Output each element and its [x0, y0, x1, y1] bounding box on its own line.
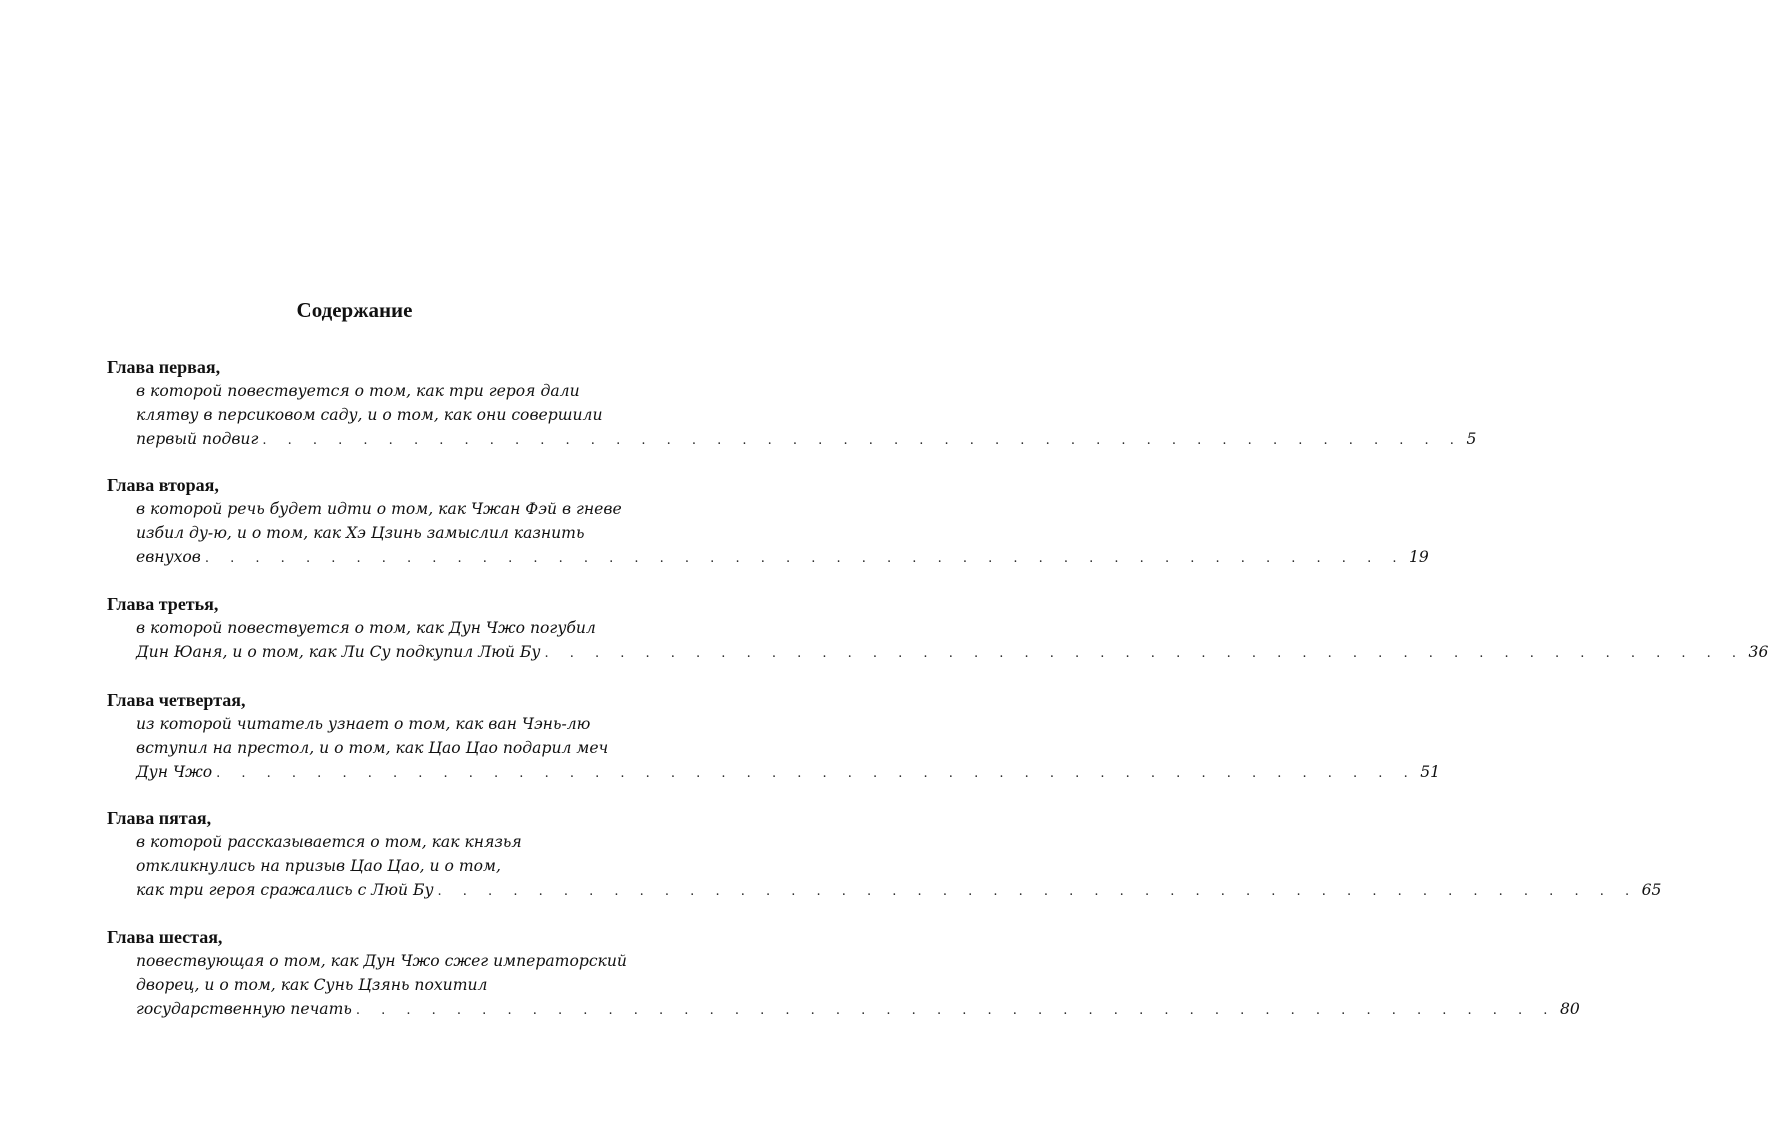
chapter-description-line: повествующая о том, как Дун Чжо сжег императорский [136, 952, 627, 970]
page-number: 5 [1466, 430, 1477, 448]
chapter-description-line: в которой рассказывается о том, как князья [136, 833, 522, 851]
chapter-heading: Глава вторая, [107, 475, 219, 495]
chapter-description-line: откликнулись на призыв Цао Цао, и о том, [136, 857, 501, 875]
chapter-description-line: евнухов [136, 548, 201, 566]
chapter-description-line: в которой повествуется о том, как три героя дали [136, 382, 580, 400]
chapter-description-line: избил ду-ю, и о том, как Хэ Цзинь замыслил казнить [136, 524, 585, 542]
page-number: 51 [1420, 763, 1441, 781]
chapter-description-line: первый подвиг [136, 430, 259, 448]
chapter-description-line: в которой речь будет идти о том, как Чжан Фэй в гневе [136, 500, 622, 518]
chapter-heading: Глава шестая, [107, 927, 223, 947]
chapter-description-last-line [136, 640, 1768, 664]
toc-entry-chapter-4[interactable] [107, 688, 1441, 784]
chapter-description-last-line [136, 760, 1441, 784]
dot-leader: . . . . . . . . . . . . . . . . . . . . . . . . . . . . . . . . . . . . . . . . . . . . . . . . [437, 884, 1638, 899]
chapter-heading: Глава пятая, [107, 808, 212, 828]
chapter-description-last-line [136, 427, 1477, 451]
chapter-heading: Глава четвертая, [107, 690, 246, 710]
toc-entry-chapter-3[interactable] [107, 592, 1768, 664]
chapter-description-last-line [136, 545, 1429, 569]
toc-entry-chapter-6[interactable] [107, 925, 1580, 1021]
toc-entry-chapter-2[interactable] [107, 473, 1429, 569]
chapter-description-line: из которой читатель узнает о том, как ван Чэнь-лю [136, 715, 591, 733]
dot-leader: . . . . . . . . . . . . . . . . . . . . . . . . . . . . . . . . . . . . . . . . . . . . . . . . [262, 433, 1463, 448]
dot-leader: . . . . . . . . . . . . . . . . . . . . . . . . . . . . . . . . . . . . . . . . . . . . . . . . [355, 1003, 1556, 1018]
chapter-description-line: дворец, и о том, как Сунь Цзянь похитил [136, 976, 488, 994]
page-number: 80 [1559, 1000, 1580, 1018]
chapter-heading: Глава третья, [107, 594, 219, 614]
page-number: 19 [1408, 548, 1429, 566]
chapter-description-line: государственную печать [136, 1000, 352, 1018]
dot-leader: . . . . . . . . . . . . . . . . . . . . . . . . . . . . . . . . . . . . . . . . . . . . . . . . [204, 551, 1405, 566]
page-title: Содержание [296, 298, 413, 322]
page-number: 36 [1748, 643, 1768, 661]
chapter-description-line: клятву в персиковом саду, и о том, как они совершили [136, 406, 603, 424]
dot-leader: . . . . . . . . . . . . . . . . . . . . . . . . . . . . . . . . . . . . . . . . . . . . . . . . [216, 766, 1417, 781]
chapter-description-line: Дун Чжо [136, 763, 213, 781]
chapter-description-last-line [136, 997, 1580, 1021]
chapter-description-line: вступил на престол, и о том, как Цао Цао подарил меч [136, 739, 609, 757]
chapter-description-line: как три героя сражались с Люй Бу [136, 881, 434, 899]
chapter-description-last-line [136, 878, 1662, 902]
page-number: 65 [1641, 881, 1662, 899]
chapter-description-line: в которой повествуется о том, как Дун Чжо погубил [136, 619, 596, 637]
toc-entry-chapter-5[interactable] [107, 806, 1662, 902]
chapter-description-line: Дин Юаня, и о том, как Ли Су подкупил Люй Бу [136, 643, 541, 661]
toc-entry-chapter-1[interactable] [107, 355, 1477, 451]
chapter-heading: Глава первая, [107, 357, 221, 377]
dot-leader: . . . . . . . . . . . . . . . . . . . . . . . . . . . . . . . . . . . . . . . . . . . . . . . . [544, 646, 1745, 661]
